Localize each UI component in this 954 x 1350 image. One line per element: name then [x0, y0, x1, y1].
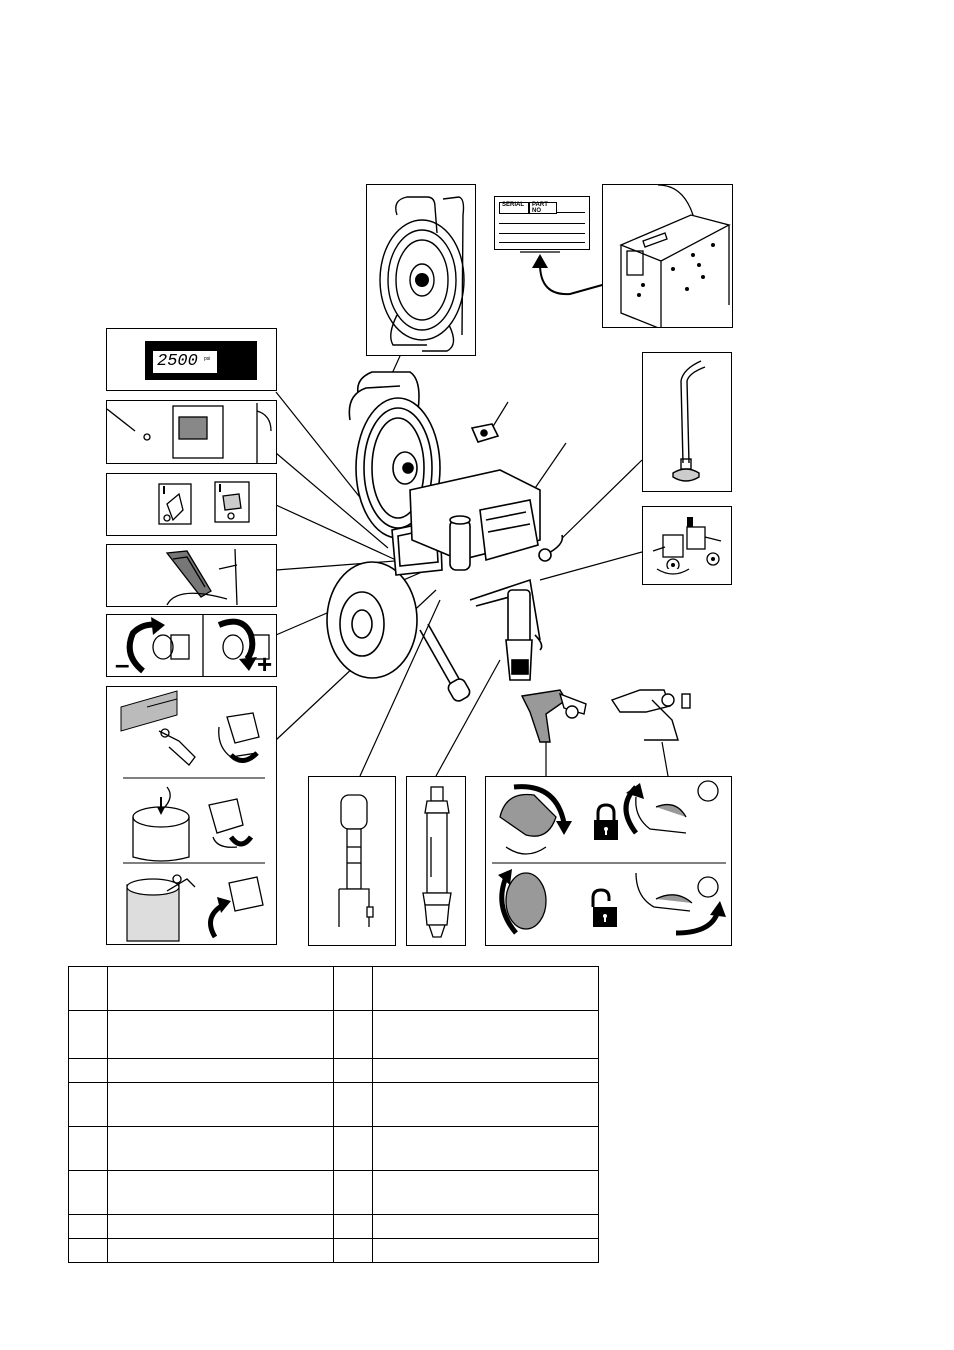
display-window — [153, 351, 217, 373]
table-row — [69, 1127, 599, 1171]
item-number — [69, 1083, 108, 1127]
item-number — [333, 1011, 372, 1059]
suction-tube-icon — [643, 353, 732, 492]
item-number — [333, 967, 372, 1011]
unlock-icon — [586, 887, 620, 929]
item-description — [373, 1127, 599, 1171]
item-number — [69, 1011, 108, 1059]
item-number — [69, 1171, 108, 1215]
nameplate-callout — [494, 196, 590, 250]
pump-lower-callout — [406, 776, 466, 946]
power-switch-callout — [106, 400, 277, 464]
pressure-knob-callout — [106, 614, 277, 677]
item-description — [373, 1215, 599, 1239]
hose-reel-callout — [366, 184, 476, 356]
display-panel — [145, 341, 257, 380]
suction-tube-callout — [642, 352, 732, 492]
table-row — [69, 967, 599, 1011]
parts-table — [68, 966, 599, 1263]
item-number — [333, 1127, 372, 1171]
item-number — [333, 1059, 372, 1083]
handle-callout — [106, 544, 277, 607]
table-row — [69, 1171, 599, 1215]
item-description — [108, 1059, 334, 1083]
item-number — [69, 1127, 108, 1171]
part-field — [529, 202, 557, 214]
item-description — [373, 1239, 599, 1263]
plus-sign: + — [257, 649, 273, 677]
lock-icon — [591, 802, 621, 842]
table-row — [69, 1215, 599, 1239]
valve-assembly-callout — [642, 506, 732, 585]
toggle-switches-callout — [106, 473, 277, 536]
serial-field — [499, 202, 529, 214]
display-reading: 2500 — [157, 352, 198, 371]
item-number — [333, 1171, 372, 1215]
item-description — [373, 967, 599, 1011]
prime-steps-icon — [107, 687, 277, 945]
serial-label: SERIAL — [502, 202, 525, 208]
serial-location-callout — [602, 184, 733, 328]
item-description — [108, 1215, 334, 1239]
item-number — [69, 1239, 108, 1263]
item-number — [333, 1215, 372, 1239]
table-row — [69, 1059, 599, 1083]
item-number — [69, 967, 108, 1011]
power-switch-icon — [107, 401, 277, 464]
toggle-switches-icon — [107, 474, 277, 536]
minus-sign: – — [115, 649, 130, 677]
pressure-display-callout — [106, 328, 277, 391]
filter-callout — [308, 776, 396, 946]
table-row — [69, 1239, 599, 1263]
valve-assembly-icon — [643, 507, 732, 585]
table-row — [69, 1083, 599, 1127]
part-label: PART NO — [532, 202, 548, 214]
pump-lower-icon — [407, 777, 466, 946]
table-row — [69, 1011, 599, 1059]
item-description — [373, 1011, 599, 1059]
gun-lock-callout — [485, 776, 732, 946]
item-description — [108, 967, 334, 1011]
prime-steps-callout — [106, 686, 277, 945]
item-description — [373, 1059, 599, 1083]
item-number — [69, 1059, 108, 1083]
serial-location-icon — [603, 185, 733, 328]
filter-icon — [309, 777, 396, 946]
item-description — [108, 1171, 334, 1215]
display-unit: psi — [204, 356, 211, 362]
item-description — [373, 1171, 599, 1215]
hose-reel-icon — [367, 185, 476, 356]
item-description — [108, 1239, 334, 1263]
item-description — [108, 1011, 334, 1059]
handle-icon — [107, 545, 277, 607]
item-description — [108, 1127, 334, 1171]
item-description — [108, 1083, 334, 1127]
item-number — [69, 1215, 108, 1239]
item-description — [373, 1083, 599, 1127]
item-number — [333, 1083, 372, 1127]
item-number — [333, 1239, 372, 1263]
pressure-knob-icon — [107, 615, 277, 677]
